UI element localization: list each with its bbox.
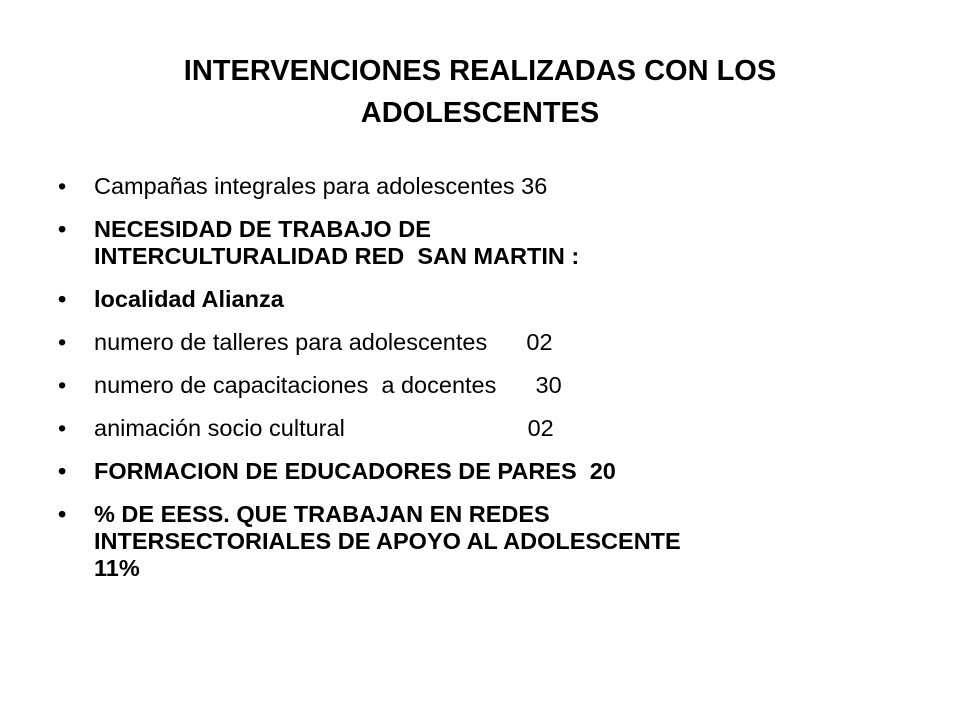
bullet-icon: • <box>58 372 67 398</box>
bullet-text: NECESIDAD DE TRABAJO DE <box>94 216 431 242</box>
bullet-item-necesidad <box>58 216 918 270</box>
bullet-text: numero de capacitaciones a docentes 30 <box>94 372 562 398</box>
bullet-icon: • <box>58 286 67 312</box>
bullet-text: localidad Alianza <box>94 286 284 312</box>
slide-title <box>60 50 900 134</box>
bullet-item-formacion <box>58 458 918 485</box>
bullet-icon: • <box>58 458 67 484</box>
bullet-item-talleres <box>58 329 918 356</box>
bullet-icon: • <box>58 501 67 527</box>
bullet-item-eess <box>58 501 918 582</box>
bullet-text: numero de talleres para adolescentes 02 <box>94 329 553 355</box>
bullet-text: Campañas integrales para adolescentes 36 <box>94 173 548 199</box>
bullet-text: FORMACION DE EDUCADORES DE PARES 20 <box>94 458 616 484</box>
bullet-icon: • <box>58 329 67 355</box>
bullet-icon: • <box>58 216 67 242</box>
bullet-icon: • <box>58 415 67 441</box>
slide-title-line-2: ADOLESCENTES <box>360 97 600 130</box>
bullet-icon: • <box>58 173 67 199</box>
bullet-list <box>58 173 918 598</box>
slide-title-line-1: INTERVENCIONES REALIZADAS CON LOS <box>183 55 777 87</box>
bullet-text: 11% <box>94 555 140 581</box>
bullet-item-campanas <box>58 173 918 200</box>
bullet-text: INTERCULTURALIDAD RED SAN MARTIN : <box>94 243 580 269</box>
bullet-text: % DE EESS. QUE TRABAJAN EN REDES <box>94 501 550 527</box>
bullet-item-capacitaciones <box>58 372 918 399</box>
bullet-item-localidad <box>58 286 918 313</box>
bullet-text: animación socio cultural 02 <box>94 415 554 441</box>
bullet-text: INTERSECTORIALES DE APOYO AL ADOLESCENTE <box>94 528 681 554</box>
bullet-item-animacion <box>58 415 918 442</box>
